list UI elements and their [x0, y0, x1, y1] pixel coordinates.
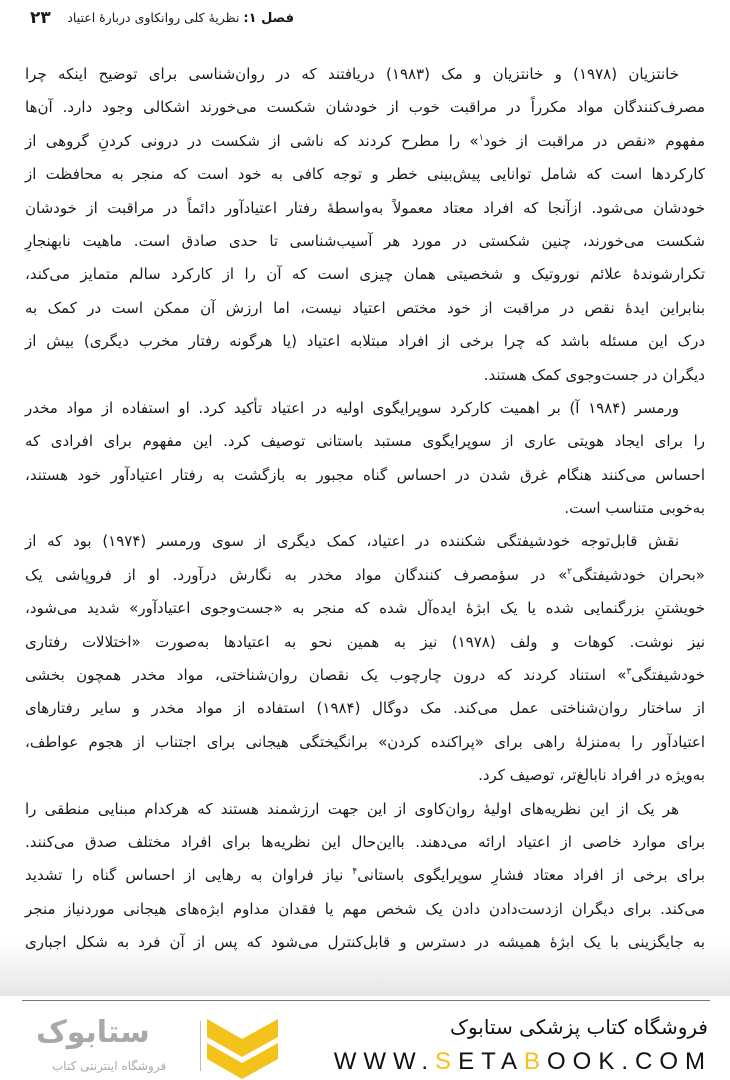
page-header [0, 8, 730, 32]
text-line [25, 125, 705, 158]
line-text: هر یک از این نظریه‌های اولیهٔ روان‌کاوی از این جهت ارزشمند هستند که هرکدام مبنایی منطقی را [25, 799, 679, 818]
setabook-chevron-logo-icon [205, 1017, 280, 1079]
text-line [25, 859, 705, 892]
line-text: » در سؤمصرف کنندگان مواد مخدر به نگارش درآورد. او از فروپاشی یک [25, 565, 568, 584]
text-line [25, 826, 705, 859]
line-text: می‌کند. برای دیگران ازدست‌دادن دادن یک شخص مهم یا فقدان مداوم ابژه‌های هیجانی موردنیاز منجر [25, 899, 705, 918]
line-text: خودشان می‌شود. ازآنجا که افراد معتاد معمولاً به‌واسطهٔ رفتار اعتیادآور دائماً در مراقبت از خودشان [25, 198, 705, 217]
line-text: مفهوم «نقص در مراقبت از خود [483, 131, 705, 150]
line-text: » را مطرح کردند که ناشی از شکست در درونی کردنِ گروهی از [25, 131, 479, 150]
logo-wordmark: ستابوک [36, 1015, 150, 1050]
text-line [25, 893, 705, 926]
store-footer-banner [0, 1015, 730, 1080]
line-text: نیز نوشت. کوهات و ولف (۱۹۷۸) نیز به همین نحو به اعتیادها به‌صورت «اختلالات رفتاری [25, 632, 705, 651]
text-line [25, 425, 705, 458]
text-line [25, 459, 705, 492]
text-line [25, 592, 705, 625]
footnote-divider [22, 1000, 710, 1001]
line-text: شکست می‌خورند، چنین شکستی در مورد هر آسیب‌شناسی تا حدی صادق است. ماهیت نابهنجارِ [25, 231, 705, 250]
line-text: نیاز فراوان به رهایی از احساس گناه را تشدید [25, 866, 353, 885]
line-text: نقش قابل‌توجه خودشیفتگی شکننده در اعتیاد، کمک دیگری از سوی ورمسر (۱۹۷۴) بود که از [25, 532, 679, 551]
url-accent-letter: B [523, 1048, 547, 1075]
text-line [25, 793, 705, 826]
text-line [25, 325, 705, 358]
line-text: دیگران در جست‌وجوی کمک هستند. [483, 365, 705, 384]
footnote-marker: ۲ [567, 566, 573, 577]
line-text: درک این مسئله باشد که چرا برخی از افراد مبتلابه اعتیاد (یا هرگونه رفتار مخرب دیگری) بیش از [25, 332, 705, 351]
chapter-label: فصل ۱: [243, 11, 294, 26]
line-text: تکرارشوندهٔ علائم نوروتیک و شخصیتی همان چیزی است که آن را از کارکرد سالم متمایز می‌کند، [25, 265, 705, 284]
chapter-title: نظریهٔ کلی روانکاوی دربارهٔ اعتیاد [67, 10, 240, 25]
footnote-marker: ۴ [352, 867, 358, 878]
text-line [25, 58, 705, 91]
text-line [25, 292, 705, 325]
line-text: از ساختار روان‌شناختی عمل می‌کند. مک دوگال (۱۹۸۴) استفاده از مواد مخدر و سایر رفتارهای [25, 699, 705, 718]
line-text: بنابراین ایدهٔ نقص در مراقبت از خود مختص اعتیاد نیست، اما ارزش آن ممکن است در کمک به [25, 298, 705, 317]
url-part: WWW. [333, 1048, 436, 1075]
page-number: ۲۳ [30, 8, 51, 28]
line-text: مصرف‌کنندگان مواد مکرراً در مراقبت خوب از خودشان شکست می‌خورند اشکالی وجود دارد. آن‌ها [25, 98, 705, 117]
line-text: به‌خوبی متناسب است. [564, 499, 705, 518]
text-line [25, 692, 705, 725]
url-part: ETA [458, 1048, 524, 1075]
text-line [25, 158, 705, 191]
line-text: را برای ایجاد هویتی عاری از سوپرایگوی مستبد باستانی توصیف کرد. این مفهوم برای افرادی که [25, 432, 705, 451]
line-text: به‌ویژه در افراد نابالغ‌تر، توصیف کرد. [478, 766, 705, 785]
line-text: خودشیفتگی [631, 666, 705, 685]
text-line [25, 91, 705, 124]
line-text: خانتزیان (۱۹۷۸) و خانتزیان و مک (۱۹۸۳) دریافتند که در روان‌شناسی برای توضیح اینکه چرا [25, 65, 679, 83]
logo-tagline: فروشگاه اینترنتی کتاب [52, 1059, 167, 1073]
line-text: خویشتنِ بزرگنمایی شده یا یک ابژهٔ ایده‌آل شده که منجر به «جست‌وجوی اعتیادآور» شدید می‌شود، [25, 599, 705, 618]
footnote-marker: ۱ [478, 132, 484, 143]
text-line [25, 392, 705, 425]
url-accent-letter: S [435, 1048, 459, 1075]
text-line [25, 559, 705, 592]
text-line [25, 525, 705, 558]
text-line [25, 926, 705, 959]
text-line [25, 659, 705, 692]
line-text: ورمسر (۱۹۸۴ آ) بر اهمیت کارکرد سوپرایگوی اولیه در اعتیاد تأکید کرد. او استفاده از مواد مخدر [25, 398, 679, 417]
text-line [25, 192, 705, 225]
line-text: «بحران خودشیفتگی [572, 565, 705, 584]
line-text: اعتیادآور را به‌منزلهٔ راهی برای «پراکنده کردن» برانگیختگی هیجانی برای اجتناب از هجوم عواطف، [25, 732, 705, 751]
text-line [25, 626, 705, 659]
line-text: کارکردها است که شامل توانایی پیش‌بینی خطر و توجه کافی به خود است که منجر به محافظت از [25, 165, 705, 184]
text-line [25, 225, 705, 258]
text-line [25, 759, 705, 792]
line-text: به جایگزینی با یک ابژهٔ همیشه در دسترس و قابل‌کنترل می‌شود که پس از آن فرد به شکل اجباری [25, 933, 705, 952]
running-title [67, 10, 294, 26]
footnote-marker: ۳ [626, 667, 632, 678]
url-part: OOK.COM [546, 1048, 712, 1075]
store-name: فروشگاه کتاب پزشکی ستابوک [450, 1015, 708, 1039]
line-text: » استناد کردند که درون چارچوب یک نقصان روان‌شناختی، مواد مخدر همچون بخشی [25, 666, 627, 685]
line-text: برای برخی از افراد معتاد فشارِ سوپرایگوی باستانی [357, 866, 705, 885]
text-line [25, 258, 705, 291]
line-text: برای موارد خاصی از اعتیاد ارائه می‌دهند. بااین‌حال این نظریه‌ها برای افراد مختلف صدق می‌کنند. [25, 832, 705, 851]
text-line [25, 726, 705, 759]
text-line [25, 359, 705, 392]
store-url[interactable] [334, 1048, 712, 1076]
line-text: احساس می‌کنند هنگام غرق شدن در احساس گناه مجبور به بازگشت به رفتار اعتیادآور خود هستند، [25, 465, 705, 484]
text-line [25, 492, 705, 525]
body-text [25, 58, 705, 960]
logo-separator [200, 1021, 201, 1071]
